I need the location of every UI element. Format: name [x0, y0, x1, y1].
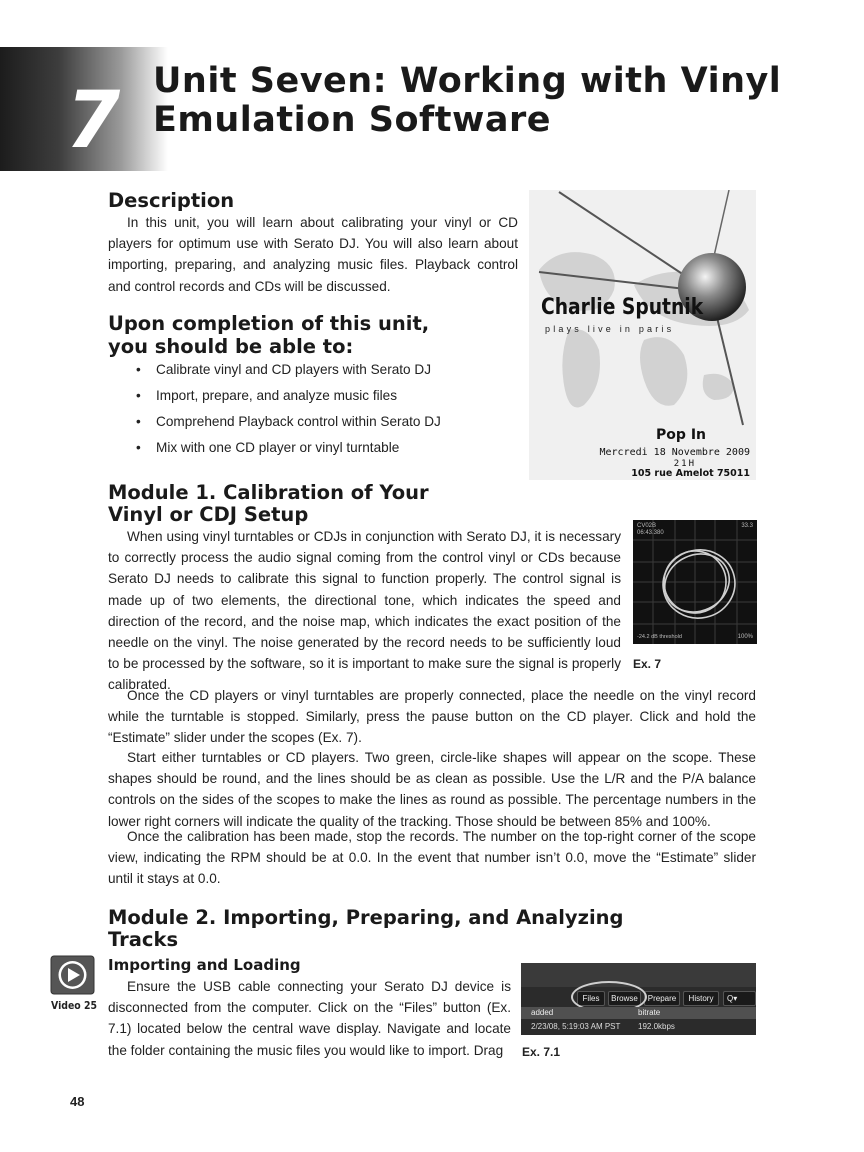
objective-item: • Import, prepare, and analyze music files — [136, 388, 398, 403]
objectives-heading-line1: Upon completion of this unit, — [108, 312, 430, 335]
search-field[interactable] — [723, 991, 756, 1006]
browse-button[interactable]: Browse — [608, 991, 641, 1006]
calibration-scope-image — [633, 520, 757, 644]
poster-subtitle: plays live in paris — [545, 324, 675, 334]
unit-title: Unit Seven: Working with Vinyl Emulation Software — [153, 61, 782, 140]
objective-item: • Comprehend Playback control within Serato DJ — [136, 414, 441, 429]
objectives-heading-line2: you should be able to: — [108, 335, 354, 358]
module1-paragraph-1: When using vinyl turntables or CDJs in conjunction with Serato DJ, it is necessary to correctly process the audio signal coming from the control vinyl or CDs because Serato DJ needs to calibrate this signal to function properly. The control signal is made up of two elements, the directional tone, which indicates the speed and direction of the record, and the noise map, which indicates the exact position of the needle on the vinyl. The noise generated by the record needs to be sufficiently loud to be processed by the software, so it is important to make sure the signal is properly calibrated. — [108, 529, 621, 693]
prepare-button[interactable]: Prepare — [644, 991, 680, 1006]
objective-item: • Calibrate vinyl and CD players with Serato DJ — [136, 362, 432, 377]
scope-percentage-label: 100% — [737, 634, 753, 640]
module1-paragraph-3: Start either turntables or CD players. Two green, circle-like shapes will appear on the scope. These shapes should be round, and the lines should be as clean as possible. Use the L/R and the P/A balance controls on the sides of the scopes to make the lines as round as possible. The percentage numbers in the lower right corners will indicate the quality of the tracking. Those should be between 85% and 100%. — [108, 750, 756, 829]
row-bitrate-value[interactable]: 192.0kbps — [638, 1022, 675, 1031]
row-added-value[interactable]: 2/23/08, 5:19:03 AM PST — [531, 1022, 621, 1031]
poster-address: 105 rue Amelot 75011 — [631, 468, 750, 479]
module1-paragraph-4: Once the calibration has been made, stop the records. The number on the top-right corner of the scope view, indicating the RPM should be at 0.0. In the event that number isn’t 0.0, move the “Estimate” slider until it stays at 0.0. — [108, 829, 756, 887]
scope-rpm-label: 33.3 — [741, 523, 753, 529]
description-heading: Description — [108, 189, 235, 212]
play-video-icon — [50, 955, 95, 995]
module1-heading-line2: Vinyl or CDJ Setup — [108, 503, 309, 526]
module2-paragraph-1: Ensure the USB cable connecting your Serato DJ device is disconnected from the computer. Click on the “Files” button (Ex. 7.1) located below the central wave display. Navigate and locate the folder containing the music files you would like to import. Drag — [108, 979, 511, 1058]
files-button[interactable]: Files — [577, 991, 605, 1006]
objectives-list — [130, 360, 441, 464]
poster-artwork — [529, 190, 756, 480]
concert-poster-image — [529, 190, 756, 480]
module1-heading-line1: Module 1. Calibration of Your — [108, 481, 429, 504]
files-caption: Ex. 7.1 — [522, 1045, 561, 1059]
video-badge[interactable] — [50, 955, 98, 1017]
module1-paragraph-2: Once the CD players or vinyl turntables are properly connected, place the needle on the vinyl record while the turntable is stopped. Similarly, press the pause button on the CD player. Click and hold the “Estimate” slider under the scopes (Ex. 7). — [108, 688, 756, 746]
poster-artist: Charlie Sputnik — [541, 295, 704, 320]
serato-files-panel-image — [521, 963, 756, 1035]
history-button[interactable]: History — [683, 991, 719, 1006]
importing-subheading: Importing and Loading — [108, 956, 301, 974]
scope-graphic — [633, 520, 757, 644]
poster-venue: Pop In — [656, 427, 706, 443]
module2-heading-line1: Module 2. Importing, Preparing, and Analyzing — [108, 906, 624, 929]
page-number: 48 — [70, 1094, 85, 1109]
objective-item: • Mix with one CD player or vinyl turntable — [136, 440, 400, 455]
poster-date: Mercredi 18 Novembre 2009 — [599, 447, 750, 458]
column-added[interactable]: added — [531, 1008, 554, 1017]
description-text: In this unit, you will learn about calibrating your vinyl or CD players for optimum use with Serato DJ. You will also learn about importing, preparing, and analyzing music files. Playback control and control records and CDs will be discussed. — [108, 215, 518, 294]
module2-heading-line2: Tracks — [108, 928, 179, 951]
search-icon: Q▾ — [727, 994, 738, 1003]
scope-top-left-label: CV02B 06:43.380 — [637, 523, 664, 536]
scope-threshold-label: -24.2 dB threshold — [637, 634, 682, 640]
scope-caption: Ex. 7 — [633, 657, 662, 671]
video-label: Video 25 — [51, 999, 98, 1012]
poster-time: 21H — [673, 459, 696, 469]
unit-number: 7 — [66, 76, 121, 166]
column-bitrate[interactable]: bitrate — [638, 1008, 661, 1017]
